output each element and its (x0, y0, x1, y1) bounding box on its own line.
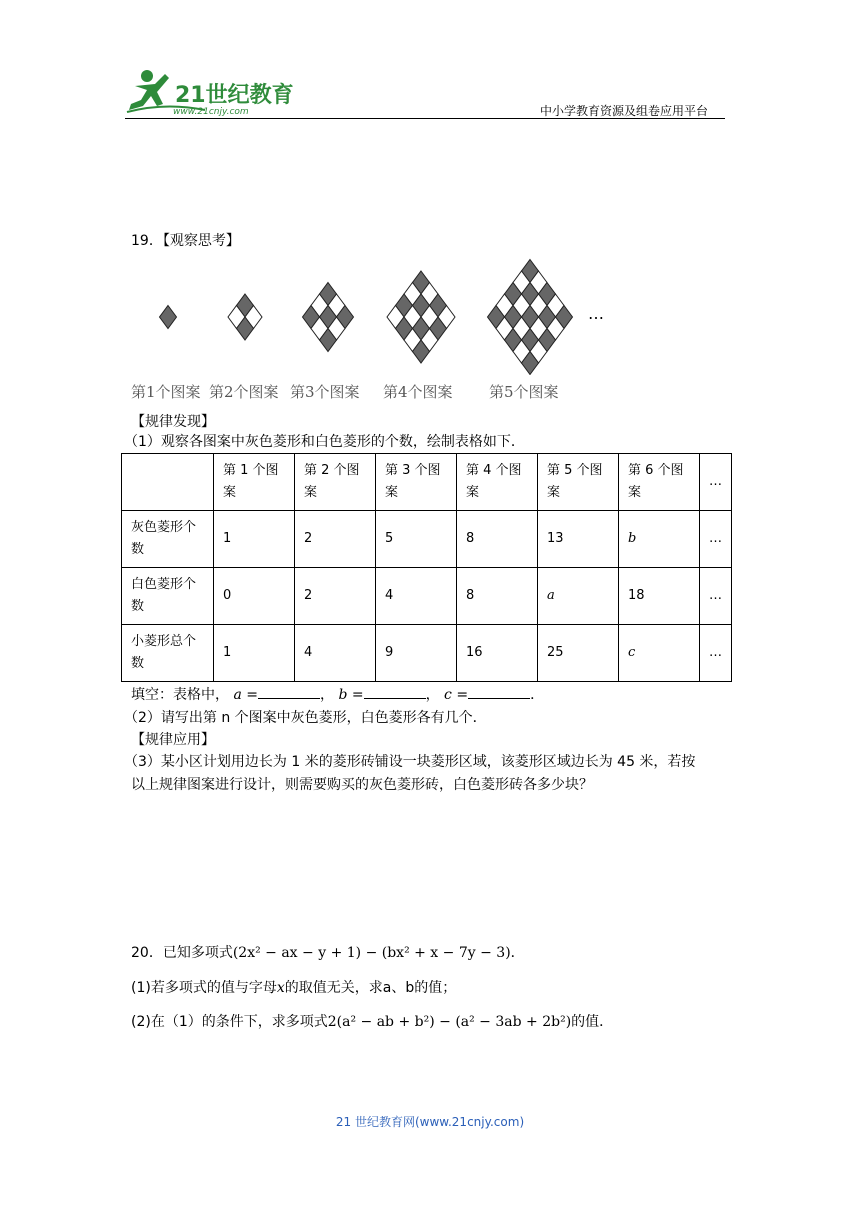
platform-name: 中小学教育资源及组卷应用平台 (540, 104, 709, 118)
table-header-cell: 第 1 个图案 (214, 454, 295, 511)
q20-intro-line (131, 943, 525, 963)
q20-sub1-var: x (276, 980, 285, 996)
table-cell: 8 (457, 511, 538, 568)
table-row-label: 小菱形总个数 (122, 625, 214, 682)
table-cell: 9 (376, 625, 457, 682)
pattern-ellipsis: … (588, 304, 604, 323)
q19-part3-line1: （3）某小区计划用边长为 1 米的菱形砖铺设一块菱形区域，该菱形区域边长为 45 米，若按 (124, 754, 696, 770)
table-cell: 8 (457, 568, 538, 625)
caption-pattern-3: 第3个图案 (290, 383, 360, 401)
table-cell: 4 (295, 625, 376, 682)
q20-intro-end: ． (510, 945, 525, 961)
table-cell: a (538, 568, 619, 625)
q20-sub1-post: 的取值无关，求a、b的值； (284, 980, 457, 996)
table-cell: b (619, 511, 700, 568)
table-row (122, 511, 732, 568)
table-cell: … (700, 568, 732, 625)
q19-fill-line: 填空：表格中， a = ， b = ， c = ． (131, 684, 544, 705)
table-cell: c (619, 625, 700, 682)
section-discover: 【规律发现】 (131, 414, 215, 430)
table-row-label: 白色菱形个数 (122, 568, 214, 625)
table-header-cell: 第 5 个图案 (538, 454, 619, 511)
caption-pattern-4: 第4个图案 (383, 383, 453, 401)
table-header-cell: 第 6 个图案 (619, 454, 700, 511)
table-cell: … (700, 625, 732, 682)
caption-pattern-1: 第1个图案 (131, 383, 201, 401)
logo (125, 66, 295, 118)
logo-text: 21世纪教育 (175, 83, 294, 108)
fill-a-label: a = (233, 687, 258, 703)
q20-sub2 (131, 1012, 613, 1032)
rhombus-pattern-1 (160, 306, 177, 329)
table-row (122, 568, 732, 625)
table-cell: 13 (538, 511, 619, 568)
table-cell: 16 (457, 625, 538, 682)
rhombus-pattern-4 (387, 271, 455, 363)
caption-pattern-5: 第5个图案 (489, 383, 559, 401)
table-cell: 25 (538, 625, 619, 682)
table-cell: 2 (295, 568, 376, 625)
table-cell: 1 (214, 511, 295, 568)
gray-rhombus (160, 306, 177, 329)
table-cell: 5 (376, 511, 457, 568)
answer-blank-a[interactable] (258, 684, 320, 699)
q19-part1: （1）观察各图案中灰色菱形和白色菱形的个数，绘制表格如下． (124, 434, 525, 450)
q20-polynomial-2: 2(a² − ab + b²) − (a² − 3ab + 2b²) (327, 1014, 572, 1030)
rhombus-pattern-2 (228, 294, 262, 340)
q20-sub1 (131, 978, 456, 998)
table-row-label: 灰色菱形个数 (122, 511, 214, 568)
fill-prefix: 填空：表格中， (131, 687, 229, 703)
q20-polynomial: (2x² − ax − y + 1) − (bx² + x − 7y − 3) (232, 945, 511, 961)
fill-b-label: b = (338, 687, 364, 703)
caption-pattern-2: 第2个图案 (209, 383, 279, 401)
table-header-cell: 第 2 个图案 (295, 454, 376, 511)
fill-c-label: c = (444, 687, 469, 703)
table-cell: 1 (214, 625, 295, 682)
q20-sub2-pre: (2)在（1）的条件下，求多项式 (131, 1014, 328, 1030)
table-header-cell (122, 454, 214, 511)
q19-title: 19．【观察思考】 (131, 233, 240, 249)
q20-sub2-post: 的值． (571, 1014, 614, 1030)
rhombus-pattern-3 (303, 283, 354, 352)
table-header-cell: 第 4 个图案 (457, 454, 538, 511)
pattern-table (121, 453, 732, 682)
table-cell: 2 (295, 511, 376, 568)
table-cell: 4 (376, 568, 457, 625)
q20-sub1-pre: (1)若多项式的值与字母 (131, 980, 277, 996)
section-apply: 【规律应用】 (131, 732, 215, 748)
q19-part2: （2）请写出第 n 个图案中灰色菱形，白色菱形各有几个． (124, 710, 487, 726)
table-cell: 18 (619, 568, 700, 625)
q20-intro: 20．已知多项式 (131, 945, 233, 961)
answer-blank-c[interactable] (468, 684, 530, 699)
table-header-cell: … (700, 454, 732, 511)
table-header-cell: 第 3 个图案 (376, 454, 457, 511)
table-row (122, 625, 732, 682)
footer-site: 21 世纪教育网(www.21cnjy.com) (335, 1115, 525, 1129)
q19-part3-line2: 以上规律图案进行设计，则需要购买的灰色菱形砖，白色菱形砖各多少块？ (131, 777, 593, 793)
header-divider (125, 118, 725, 119)
rhombus-patterns (120, 250, 640, 375)
table-header-row (122, 454, 732, 511)
rhombus-pattern-5 (488, 260, 573, 375)
answer-blank-b[interactable] (364, 684, 426, 699)
table-cell: … (700, 511, 732, 568)
logo-url: www.21cnjy.com (173, 107, 249, 117)
table-cell: 0 (214, 568, 295, 625)
